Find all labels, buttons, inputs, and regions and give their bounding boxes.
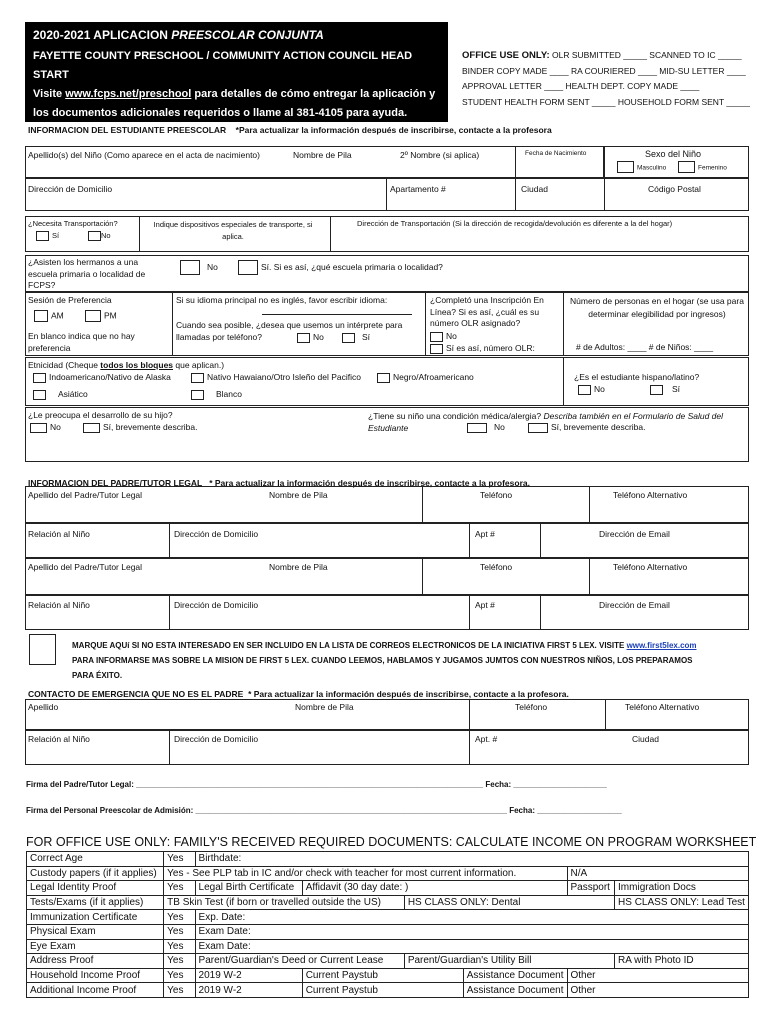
medical-yes-checkbox[interactable] — [528, 423, 548, 433]
no-preference-label: En blanco indica que no hay preferencia — [28, 331, 135, 353]
language-input[interactable] — [262, 314, 412, 315]
transport-yes-checkbox[interactable] — [36, 231, 49, 241]
office-table-row — [27, 881, 749, 896]
white-label: Blanco — [216, 389, 242, 399]
office-table-cell-c2[interactable]: HS CLASS ONLY: Dental — [404, 895, 614, 910]
staff-signature-line[interactable]: Firma del Personal Preescolar de Admisión: ______________________________________________________________________ Fecha: ___________________ — [26, 806, 622, 815]
city-label: Ciudad — [521, 184, 548, 194]
office-table-row — [27, 939, 749, 954]
olr-yes-checkbox[interactable] — [430, 344, 443, 354]
office-use-box — [462, 48, 762, 110]
office-table-row — [27, 866, 749, 881]
emergency-phone-label: Teléfono — [515, 702, 548, 712]
development-yes-checkbox[interactable] — [83, 423, 100, 433]
office-table-cell-c2[interactable]: Parent/Guardian's Utility Bill — [404, 954, 614, 969]
office-table-cell-c3[interactable]: Assistance Document — [463, 983, 567, 998]
zip-label: Código Postal — [648, 184, 701, 194]
office-table-cell-yes[interactable]: Yes — [164, 968, 195, 983]
header-line3: los documentos adicionales requeridos o llame al 381-4105 para ayuda. — [33, 107, 408, 119]
transport-no-label: No — [101, 231, 111, 240]
office-table-row — [27, 924, 749, 939]
office-documents-table — [26, 851, 749, 998]
office-table-cell-doc: Address Proof — [27, 954, 164, 969]
parent1-phone-label: Teléfono — [480, 490, 513, 500]
address-label: Dirección de Domicilio — [28, 184, 113, 194]
asian-checkbox[interactable] — [33, 390, 46, 400]
student-section-title: INFORMACION DEL ESTUDIANTE PREESCOLAR *Para actualizar la información después de inscribirse, contacte a la profesora — [28, 125, 552, 135]
office-table-cell-c4[interactable]: Other — [567, 968, 749, 983]
hispanic-no-label: No — [594, 384, 605, 394]
emergency-apt-label: Apt. # — [475, 734, 498, 744]
transport-address-label: Dirección de Transportación (Si la dirección de recogida/devolución es diferente a la del hogar) — [357, 219, 673, 228]
hispanic-question: ¿Es el estudiante hispano/latino? — [574, 372, 700, 382]
first5-optout-checkbox[interactable] — [29, 634, 56, 665]
office-row2: BINDER COPY MADE ____ RA COURIERED ____ MID-SU LETTER ____ — [462, 65, 746, 76]
interpreter-yes-label: Sí — [362, 332, 371, 342]
medical-yes-label: Sí, brevemente describa. — [551, 422, 646, 432]
office-table-cell-c1[interactable]: Birthdate: — [195, 852, 748, 867]
office-table-cell-c3[interactable]: RA with Photo ID — [615, 954, 749, 969]
development-no-checkbox[interactable] — [30, 423, 47, 433]
emergency-city-label: Ciudad — [632, 734, 659, 744]
siblings-yes-checkbox[interactable] — [238, 260, 258, 275]
office-table-cell-yes[interactable]: Yes — [164, 881, 195, 896]
office-table-cell-c2[interactable]: Affidavit (30 day date: ) — [302, 881, 567, 896]
parent-signature-line[interactable]: Firma del Padre/Tutor Legal: ______________________________________________________________________________ Fecha: _____________________ — [26, 780, 607, 789]
interpreter-no-checkbox[interactable] — [297, 333, 310, 343]
office-row1: OLR SUBMITTED _____ SCANNED TO IC _____ — [549, 50, 742, 60]
hispanic-no-checkbox[interactable] — [578, 385, 591, 395]
office-use-label: OFFICE USE ONLY: — [462, 50, 550, 61]
siblings-no-checkbox[interactable] — [180, 260, 200, 275]
first5-notice: MARQUE AQUí SI NO ESTA INTERESADO EN SER INCLUIDO EN LA LISTA DE CORREOS ELECTRONICOS DE LA INICIATIVA FIRST 5 LEX. VISITE www.first5lex.com PARA INFORMARSE MAS SOBRE LA MISION DE FIRST 5 LEX. CUANDO LEEMOS, HABLAMOS Y JUGAMOS JUMTOS CON NUESTROS NIÑOS, LOS PREPARAMOS PARA ÉXITO. — [72, 641, 697, 680]
office-table-row — [27, 910, 749, 925]
emergency-relation-label: Relación al Niño — [28, 734, 90, 744]
office-table-cell-c1[interactable]: Exp. Date: — [195, 910, 748, 925]
hispanic-yes-checkbox[interactable] — [650, 385, 663, 395]
adults-children-count[interactable]: # de Adultos: ____ # de Niños: ____ — [576, 342, 714, 352]
parent1-firstname-label: Nombre de Pila — [269, 490, 328, 500]
emergency-address-label: Dirección de Domicilio — [174, 734, 259, 744]
interpreter-yes-checkbox[interactable] — [342, 333, 355, 343]
ethnicity-label: Etnicidad (Cheque todos los bloques que aplican.) — [28, 360, 225, 370]
pm-label: PM — [104, 310, 117, 321]
special-devices-label: Indique dispositivos especiales de transporte, si aplica. — [153, 220, 313, 241]
office-table-cell-c1[interactable]: 2019 W-2 — [195, 983, 302, 998]
asian-label: Asiático — [58, 389, 88, 399]
session-label: Sesión de Preferencia — [28, 295, 112, 305]
office-table-row — [27, 895, 749, 910]
header-banner — [25, 22, 448, 122]
language-label: Si su idioma principal no es inglés, favor escribir idioma: — [176, 295, 388, 305]
office-table-cell-doc: Custody papers (if it applies) — [27, 866, 164, 881]
office-table-cell-c3[interactable]: Assistance Document — [463, 968, 567, 983]
transport-no-checkbox[interactable] — [88, 231, 101, 241]
office-table-row — [27, 983, 749, 998]
olr-no-label: No — [446, 331, 457, 341]
office-table-row — [27, 968, 749, 983]
office-table-cell-doc: Immunization Certificate — [27, 910, 164, 925]
male-checkbox[interactable] — [617, 161, 634, 173]
am-checkbox[interactable] — [34, 310, 48, 322]
siblings-question: ¿Asisten los hermanos a una escuela primaria o localidad de FCPS? — [28, 257, 146, 290]
parent2-firstname-label: Nombre de Pila — [269, 562, 328, 572]
sex-label: Sexo del Niño — [645, 149, 702, 159]
medical-no-label: No — [494, 422, 505, 432]
parent2-apt-label: Apt # — [475, 600, 495, 610]
black-checkbox[interactable] — [377, 373, 390, 383]
office-table-cell-c2[interactable]: Current Paystub — [302, 968, 463, 983]
office-table-cell-yes[interactable]: TB Skin Test (if born or travelled outside the US) — [164, 895, 405, 910]
office-table-cell-yes[interactable]: Yes — [164, 983, 195, 998]
female-label: Femenino — [698, 164, 727, 172]
office-table-cell-c1[interactable]: Parent/Guardian's Deed or Current Lease — [195, 954, 404, 969]
parent1-lastname-label: Apellido del Padre/Tutor Legal — [28, 490, 143, 500]
emergency-section-title: CONTACTO DE EMERGENCIA QUE NO ES EL PADRE * Para actualizar la información después de inscribirse, contacte a la profesora. — [28, 689, 569, 699]
hawaiian-checkbox[interactable] — [191, 373, 204, 383]
office-table-cell-c4[interactable]: Immigration Docs — [615, 881, 749, 896]
interpreter-question: Cuando sea posible, ¿desea que usemos un intérprete para llamadas por teléfono? — [176, 320, 403, 342]
office-table-cell-c2[interactable]: N/A — [567, 866, 749, 881]
emergency-firstname-label: Nombre de Pila — [295, 702, 354, 712]
parent2-lastname-label: Apellido del Padre/Tutor Legal — [28, 562, 143, 572]
male-label: Masculino — [637, 164, 667, 172]
olr-yes-label: Sí es así, número OLR: — [446, 343, 535, 353]
office-table-cell-c1[interactable]: Legal Birth Certificate — [195, 881, 302, 896]
apt-label: Apartamento # — [390, 184, 446, 194]
parent1-altphone-label: Teléfono Alternativo — [613, 490, 688, 500]
header-line2: Visite www.fcps.net/preschool para detalles de cómo entregar la aplicación y — [33, 88, 436, 100]
parent1-email-label: Dirección de Email — [599, 529, 670, 539]
emergency-altphone-label: Teléfono Alternativo — [625, 702, 700, 712]
child-middlename-label: 2º Nombre (si aplica) — [400, 150, 480, 160]
female-checkbox[interactable] — [678, 161, 695, 173]
hispanic-yes-label: Sí — [672, 384, 681, 394]
parent1-address-label: Dirección de Domicilio — [174, 529, 259, 539]
hawaiian-label: Nativo Hawaiano/Otro Isleño del Pacifico — [207, 372, 362, 382]
parent1-apt-label: Apt # — [475, 529, 495, 539]
child-firstname-label: Nombre de Pila — [293, 150, 352, 160]
office-table-cell-c1[interactable]: Exam Date: — [195, 939, 748, 954]
office-table-cell-yes[interactable]: Yes — [164, 939, 195, 954]
address-field[interactable] — [25, 178, 749, 211]
parent2-relation-label: Relación al Niño — [28, 600, 90, 610]
office-table-cell-doc: Tests/Exams (if it applies) — [27, 895, 164, 910]
office-table-cell-yes[interactable]: Yes - See PLP tab in IC and/or check with teacher for most current information. — [164, 866, 567, 881]
medical-question: ¿Tiene su niño una condición médica/alergia? Describa también en el Formulario de Salud del Estudiante — [368, 411, 724, 433]
office-table-cell-doc: Eye Exam — [27, 939, 164, 954]
indo-label: Indoamericano/Nativo de Alaska — [49, 372, 171, 382]
transport-yes-label: Sí — [52, 231, 60, 240]
office-table-cell-yes[interactable]: Yes — [164, 910, 195, 925]
parent2-email-label: Dirección de Email — [599, 600, 670, 610]
parent2-altphone-label: Teléfono Alternativo — [613, 562, 688, 572]
first5-link[interactable]: www.first5lex.com — [626, 641, 697, 650]
office-table-cell-yes[interactable]: Yes — [164, 852, 195, 867]
office-table-cell-doc: Correct Age — [27, 852, 164, 867]
office-table-cell-c2[interactable]: Current Paystub — [302, 983, 463, 998]
transport-question: ¿Necesita Transportación? — [28, 219, 118, 228]
office-table-cell-doc: Additional Income Proof — [27, 983, 164, 998]
am-label: AM — [51, 310, 64, 321]
parent1-relation-label: Relación al Niño — [28, 529, 90, 539]
office-table-cell-yes[interactable]: Yes — [164, 924, 195, 939]
office-table-title: FOR OFFICE USE ONLY: FAMILY'S RECEIVED REQUIRED DOCUMENTS: CALCULATE INCOME ON PROGRAM WORKSHEET — [26, 835, 757, 849]
siblings-no-label: No — [207, 261, 218, 272]
office-table-cell-c1[interactable]: Exam Date: — [195, 924, 748, 939]
birthdate-label: Fecha de Nacimiento — [525, 150, 587, 157]
office-table-cell-c3[interactable]: HS CLASS ONLY: Lead Test — [615, 895, 749, 910]
siblings-yes-label: Sí. Si es así, ¿qué escuela primaria o localidad? — [261, 261, 443, 272]
form-title: 2020-2021 APLICACION PREESCOLAR CONJUNTA — [33, 28, 324, 42]
parent-section-title: INFORMACION DEL PADRE/TUTOR LEGAL * Para actualizar la información después de inscribirse, contacte a la profesora. — [28, 478, 530, 488]
office-table-row — [27, 852, 749, 867]
household-size-label: Número de personas en el hogar (se usa para determinar elegibilidad por ingresos) — [570, 296, 744, 319]
office-table-cell-yes[interactable]: Yes — [164, 954, 195, 969]
interpreter-no-label: No — [313, 332, 324, 342]
parent2-address-label: Dirección de Domicilio — [174, 600, 259, 610]
header-line1: FAYETTE COUNTY PRESCHOOL / COMMUNITY ACTION COUNCIL HEAD START — [33, 50, 413, 81]
office-table-cell-doc: Household Income Proof — [27, 968, 164, 983]
medical-no-checkbox[interactable] — [467, 423, 487, 433]
office-table-row — [27, 954, 749, 969]
header-text — [33, 47, 440, 123]
office-table-cell-c4[interactable]: Other — [567, 983, 749, 998]
emergency-table — [25, 699, 749, 765]
office-row4: STUDENT HEALTH FORM SENT _____ HOUSEHOLD FORM SENT _____ — [462, 96, 750, 107]
black-label: Negro/Afroamericano — [393, 372, 474, 382]
parent2-phone-label: Teléfono — [480, 562, 513, 572]
office-row3: APPROVAL LETTER ____ HEALTH DEPT. COPY MADE ____ — [462, 81, 700, 91]
olr-no-checkbox[interactable] — [430, 332, 443, 342]
white-checkbox[interactable] — [191, 390, 204, 400]
development-yes-label: Sí, brevemente describa. — [103, 422, 198, 432]
olr-question: ¿Completó una Inscripción En Línea? Si es así, ¿cuál es su número OLR asignado? — [430, 295, 544, 328]
development-question: ¿Le preocupa el desarrollo de su hijo? — [28, 410, 173, 420]
office-table-cell-doc: Physical Exam — [27, 924, 164, 939]
office-table-cell-c1[interactable]: 2019 W-2 — [195, 968, 302, 983]
fcps-link[interactable]: www.fcps.net/preschool — [65, 88, 192, 100]
child-lastname-label: Apellido(s) del Niño (Como aparece en el acta de nacimiento) — [28, 150, 260, 160]
parent-table — [25, 486, 749, 630]
emergency-lastname-label: Apellido — [28, 702, 59, 712]
pm-checkbox[interactable] — [85, 310, 101, 322]
office-table-cell-doc: Legal Identity Proof — [27, 881, 164, 896]
indo-checkbox[interactable] — [33, 373, 46, 383]
office-table-cell-c3[interactable]: Passport — [567, 881, 615, 896]
development-no-label: No — [50, 422, 61, 432]
